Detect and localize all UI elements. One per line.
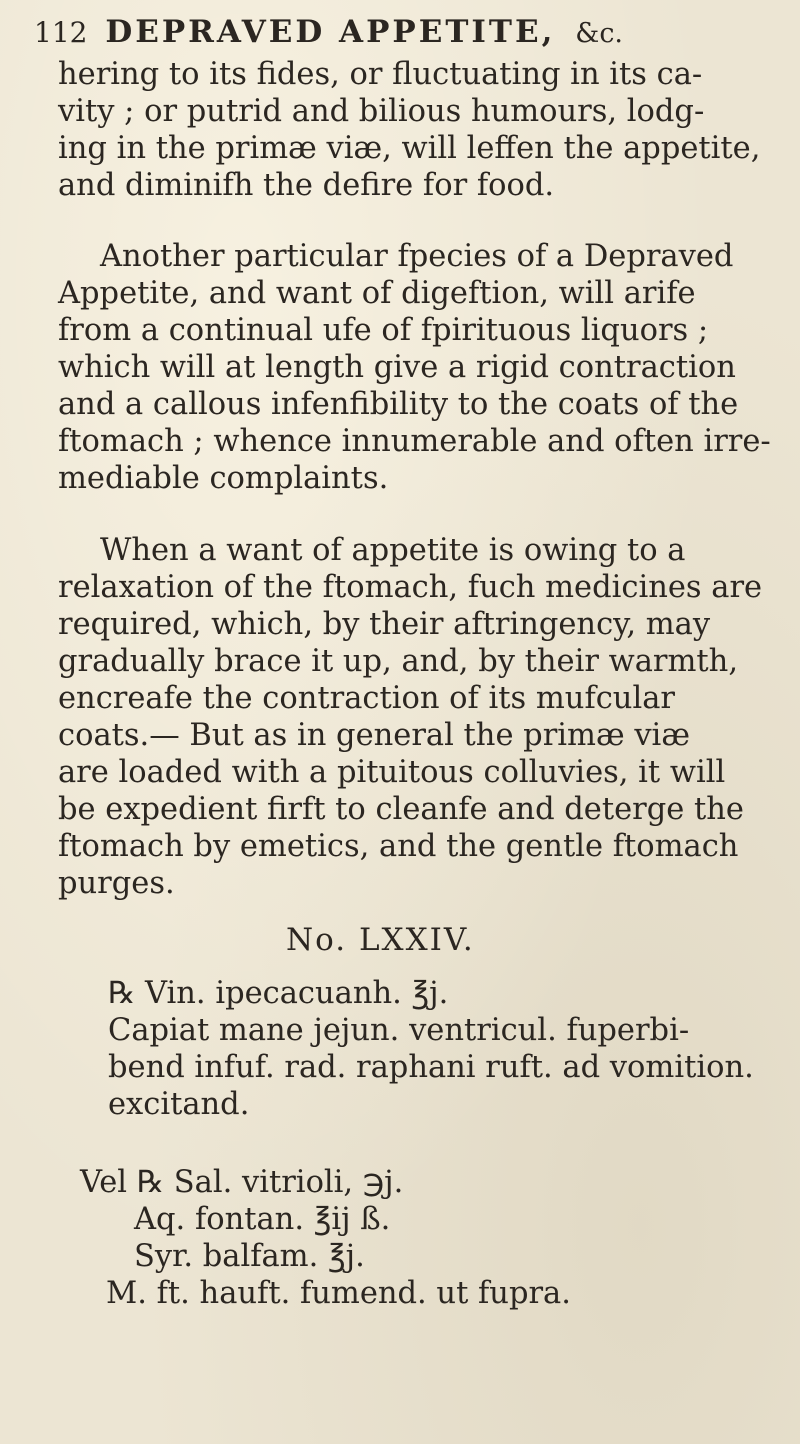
text-line: Another particular fpecies of a Depraved (100, 239, 734, 274)
text-line: relaxation of the ftomach, fuch medicines are (58, 570, 763, 605)
prescription-line: M. ft. hauft. fumend. ut fupra. (106, 1276, 571, 1311)
text-line: ftomach ; whence innumerable and often irre- (58, 424, 771, 459)
text-line: required, which, by their aftringency, may (58, 607, 711, 642)
text-line: ing in the primæ viæ, will leffen the appetite, (58, 131, 761, 166)
text-line: from a continual ufe of fpirituous liquors ; (58, 313, 709, 348)
text-line: mediable complaints. (58, 461, 389, 496)
text-line: ftomach by emetics, and the gentle ftomach (58, 829, 739, 864)
page-header (34, 14, 774, 50)
text-line: coats.— But as in general the primæ viæ (58, 718, 690, 753)
text-line: vity ; or putrid and bilious humours, lodg- (58, 94, 705, 129)
text-line: encreafe the contraction of its mufcular (58, 681, 675, 716)
text-line: which will at length give a rigid contraction (58, 350, 736, 385)
text-line: Appetite, and want of digeftion, will arife (58, 276, 696, 311)
prescription-line: excitand. (108, 1087, 250, 1122)
prescription-line: bend infuf. rad. raphani ruft. ad vomition. (108, 1050, 754, 1085)
prescription-line: ℞ Vin. ipecacuanh. ℥j. (108, 976, 449, 1011)
prescription-line: Aq. fontan. ℥ij ß. (134, 1202, 391, 1237)
running-title: DEPRAVED APPETITE, (105, 14, 556, 50)
text-line: gradually brace it up, and, by their warmth, (58, 644, 739, 679)
text-line: hering to its fides, or fluctuating in its ca- (58, 57, 703, 92)
text-line: purges. (58, 866, 175, 901)
text-line: When a want of appetite is owing to a (100, 533, 686, 568)
running-title-etc: &c. (575, 18, 624, 49)
prescription-line: Syr. balfam. ℥j. (134, 1239, 365, 1274)
prescription-line: Vel ℞ Sal. vitrioli, ℈j. (80, 1165, 404, 1200)
page-number: 112 (34, 16, 88, 49)
prescription-line: Capiat mane jejun. ventricul. fuperbi- (108, 1013, 690, 1048)
prescription-number: No. LXXIV. (286, 922, 475, 958)
text-line: and a callous infenfibility to the coats of the (58, 387, 739, 422)
text-line: be expedient firft to cleanfe and deterge the (58, 792, 744, 827)
text-line: are loaded with a pituitous colluvies, it will (58, 755, 726, 790)
text-line: and diminifh the defire for food. (58, 168, 555, 203)
